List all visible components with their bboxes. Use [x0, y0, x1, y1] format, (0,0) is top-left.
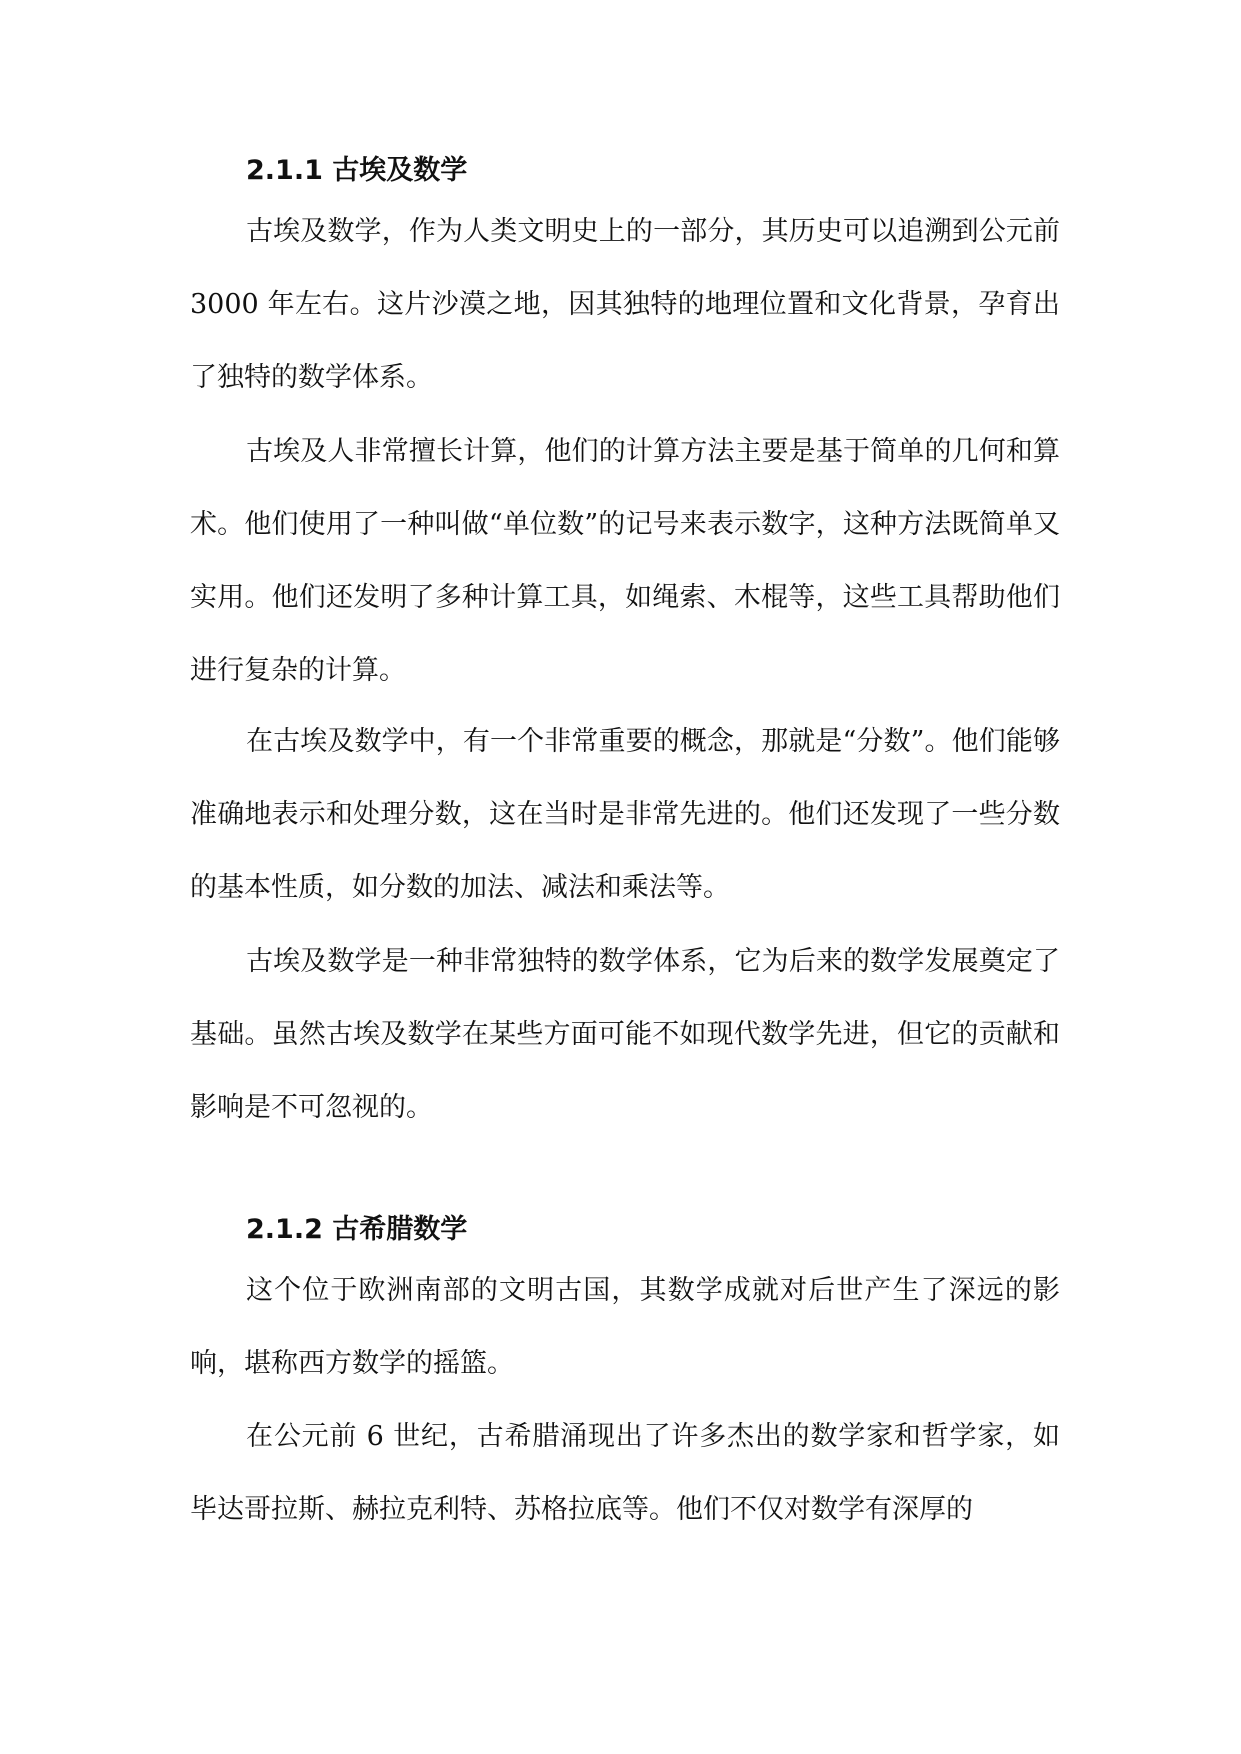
paragraph: 古埃及数学是一种非常独特的数学体系，它为后来的数学发展奠定了基础。虽然古埃及数学在某些方面可能不如现代数学先进，但它的贡献和影响是不可忽视的。 — [190, 946, 1060, 1123]
paragraph: 古埃及人非常擅长计算，他们的计算方法主要是基于简单的几何和算术。他们使用了一种叫做“单位数”的记号来表示数字，这种方法既简单又实用。他们还发明了多种计算工具，如绳索、木棍等，这些工具帮助他们进行复杂的计算。 — [190, 436, 1060, 686]
paragraph: 这个位于欧洲南部的文明古国，其数学成就对后世产生了深远的影响，堪称西方数学的摇篮。 — [190, 1275, 1060, 1379]
section-heading-egypt: 2.1.1 古埃及数学 — [246, 155, 468, 186]
paragraph: 在古埃及数学中，有一个非常重要的概念，那就是“分数”。他们能够准确地表示和处理分数，这在当时是非常先进的。他们还发现了一些分数的基本性质，如分数的加法、减法和乘法等。 — [190, 726, 1060, 903]
section-heading-greece: 2.1.2 古希腊数学 — [246, 1214, 468, 1245]
paragraph: 在公元前 6 世纪，古希腊涌现出了许多杰出的数学家和哲学家，如毕达哥拉斯、赫拉克利特、苏格拉底等。他们不仅对数学有深厚的 — [190, 1421, 1060, 1525]
paragraph: 古埃及数学，作为人类文明史上的一部分，其历史可以追溯到公元前 3000 年左右。这片沙漠之地，因其独特的地理位置和文化背景，孕育出了独特的数学体系。 — [190, 216, 1060, 393]
